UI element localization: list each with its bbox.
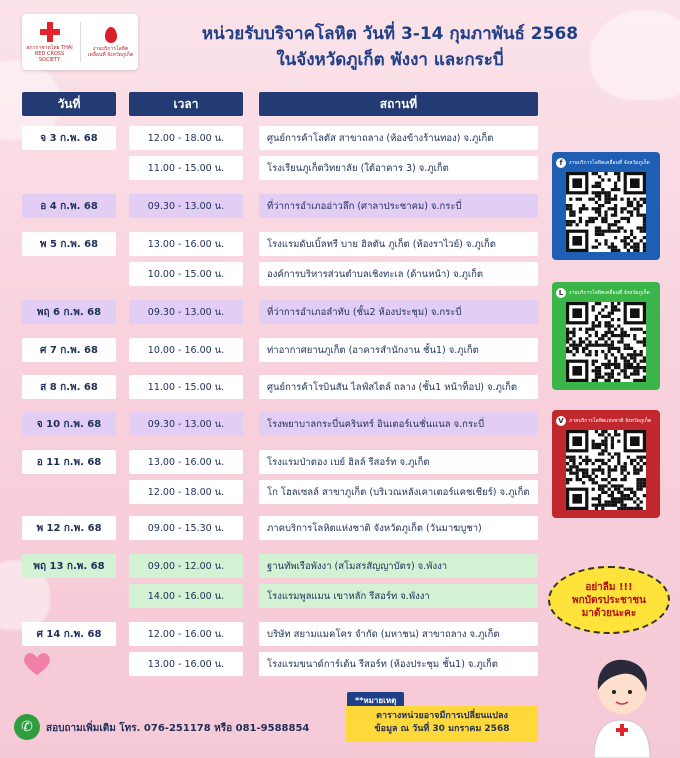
row-time: 09.00 - 12.00 น. <box>129 554 243 578</box>
row-place: โรงเรียนภูเก็ตวิทยาลัย (ใต้อาคาร 3) จ.ภูเก็ต <box>259 156 538 180</box>
qr-card <box>552 410 660 518</box>
heart-icon <box>22 652 52 676</box>
row-time: 11.00 - 15.00 น. <box>129 156 243 180</box>
row-place: โรงพยาบาลกระบี่นครินทร์ อินเตอร์เนชั่นแนล จ.กระบี่ <box>259 412 538 436</box>
row-place: โรงแรมป่าตอง เบย์ ฮิลล์ รีสอร์ท จ.ภูเก็ต <box>259 450 538 474</box>
qr-caption-row <box>556 286 656 300</box>
row-time: 10.00 - 16.00 น. <box>129 338 243 362</box>
row-time: 09.30 - 13.00 น. <box>129 194 243 218</box>
row-place: บริษัท สยามแมคโคร จำกัด (มหาชน) สาขาถลาง จ.ภูเก็ต <box>259 622 538 646</box>
row-time: 13.00 - 16.00 น. <box>129 450 243 474</box>
row-place: ภาคบริการโลหิตแห่งชาติ จังหวัดภูเก็ต (วันมาฆบูชา) <box>259 516 538 540</box>
qr-caption: งานบริการโลหิตเคลื่อนที่ จังหวัดภูเก็ต <box>569 290 650 296</box>
row-date: อ 11 ก.พ. 68 <box>22 450 116 474</box>
row-place: ที่ว่าการอำเภอลำทับ (ชั้น2 ห้องประชุม) จ.กระบี่ <box>259 300 538 324</box>
qr-code[interactable] <box>566 302 646 382</box>
row-date: พ 5 ก.พ. 68 <box>22 232 116 256</box>
qr-code[interactable] <box>566 172 646 252</box>
left-logo-caption: สภากาชาดไทย THAI RED CROSS SOCIETY <box>26 44 73 63</box>
bubble-line2: พกบัตรประชาชน <box>572 594 646 606</box>
row-date: พ 12 ก.พ. 68 <box>22 516 116 540</box>
qr-caption-row <box>556 414 656 428</box>
qr-caption: ภาคบริการโลหิตแห่งชาติ จังหวัดภูเก็ต <box>569 418 652 424</box>
row-time: 09.30 - 13.00 น. <box>129 300 243 324</box>
row-time: 12.00 - 18.00 น. <box>129 480 243 504</box>
qr-code[interactable] <box>566 430 646 510</box>
row-date: จ 3 ก.พ. 68 <box>22 126 116 150</box>
header-date: วันที่ <box>22 92 116 116</box>
qr-caption: งานบริการโลหิตเคลื่อนที่ จังหวัดภูเก็ต <box>569 160 650 166</box>
row-date: ศ 14 ก.พ. 68 <box>22 622 116 646</box>
note-box <box>346 706 538 742</box>
line-icon: L <box>556 288 566 298</box>
row-place: ที่ว่าการอำเภออ่าวลึก (ศาลาประชาคม) จ.กระบี่ <box>259 194 538 218</box>
row-time: 11.00 - 15.00 น. <box>129 375 243 399</box>
row-place: ท่าอากาศยานภูเก็ต (อาคารสำนักงาน ชั้น1) จ.ภูเก็ต <box>259 338 538 362</box>
row-place: ฐานทัพเรือพังงา (สโมสรสัญญาบัตร) จ.พังงา <box>259 554 538 578</box>
page-title: หน่วยรับบริจาคโลหิต วันที่ 3-14 กุมภาพันธ์ 2568 <box>201 24 579 44</box>
row-date: จ 10 ก.พ. 68 <box>22 412 116 436</box>
blood-service-logo <box>86 27 136 58</box>
row-place: โก โฮลเซลล์ สาขาภูเก็ต (บริเวณหลังเคาเตอร์แคชเชียร์) จ.ภูเก็ต <box>259 480 538 504</box>
logos <box>22 14 138 70</box>
row-time: 14.00 - 16.00 น. <box>129 584 243 608</box>
qr-caption-row <box>556 156 656 170</box>
right-logo-caption: งานบริการโลหิตเคลื่อนที่ จังหวัดภูเก็ต <box>87 45 134 58</box>
red-cross-logo <box>25 22 75 63</box>
row-place: องค์การบริหารส่วนตำบลเชิงทะเล (ด้านหน้า) จ.ภูเก็ต <box>259 262 538 286</box>
row-date: ส 8 ก.พ. 68 <box>22 375 116 399</box>
note-tag: **หมายเหตุ <box>347 692 404 709</box>
facebook-icon: f <box>556 158 566 168</box>
row-date: พฤ 6 ก.พ. 68 <box>22 300 116 324</box>
row-date: พฤ 13 ก.พ. 68 <box>22 554 116 578</box>
row-time: 10.00 - 15.00 น. <box>129 262 243 286</box>
row-place: ศูนย์การค้าโลตัส สาขาถลาง (ห้องข้างร้านทอง) จ.ภูเก็ต <box>259 126 538 150</box>
redcross-icon: V <box>556 416 566 426</box>
row-place: โรงแรมขนาด์การ์เด้น รีสอร์ท (ห้องประชุม ชั้น1) จ.ภูเก็ต <box>259 652 538 676</box>
row-time: 12.00 - 18.00 น. <box>129 126 243 150</box>
page-subtitle: ในจังหวัดภูเก็ต พังงา และกระบี่ <box>276 50 504 70</box>
note-line2: ข้อมูล ณ วันที่ 30 มกราคม 2568 <box>374 724 510 734</box>
blood-drop-icon <box>105 27 117 43</box>
row-time: 12.00 - 16.00 น. <box>129 622 243 646</box>
row-place: โรงแรมพูลแมน เขาหลัก รีสอร์ท จ.พังงา <box>259 584 538 608</box>
qr-card <box>552 152 660 260</box>
row-time: 09.00 - 15.30 น. <box>129 516 243 540</box>
row-place: โรงแรมดับเบิ้ลทรี บาย ฮิลตัน ภูเก็ต (ห้องราไวย์) จ.ภูเก็ต <box>259 232 538 256</box>
row-place: ศูนย์การค้าโรบินสัน ไลฟ์สไตล์ ถลาง (ชั้น1 หน้าท็อป) จ.ภูเก็ต <box>259 375 538 399</box>
bubble-line1: อย่าลืม !!! <box>585 581 633 593</box>
header-time: เวลา <box>129 92 243 116</box>
reminder-bubble <box>548 566 670 634</box>
nurse-illustration <box>572 648 672 758</box>
row-date: อ 4 ก.พ. 68 <box>22 194 116 218</box>
bubble-line3: มาด้วยนะคะ <box>581 607 637 619</box>
row-date: ศ 7 ก.พ. 68 <box>22 338 116 362</box>
header-place: สถานที่ <box>259 92 538 116</box>
phone-icon: ✆ <box>14 714 40 740</box>
note-line1: ตารางหน่วยอาจมีการเปลี่ยนแปลง <box>376 711 508 721</box>
qr-card <box>552 282 660 390</box>
row-time: 09.30 - 13.00 น. <box>129 412 243 436</box>
contact-info: สอบถามเพิ่มเติม โทร. 076-251178 หรือ 081-9588854 <box>46 723 310 734</box>
red-cross-icon <box>40 22 60 42</box>
row-time: 13.00 - 16.00 น. <box>129 232 243 256</box>
row-time: 13.00 - 16.00 น. <box>129 652 243 676</box>
